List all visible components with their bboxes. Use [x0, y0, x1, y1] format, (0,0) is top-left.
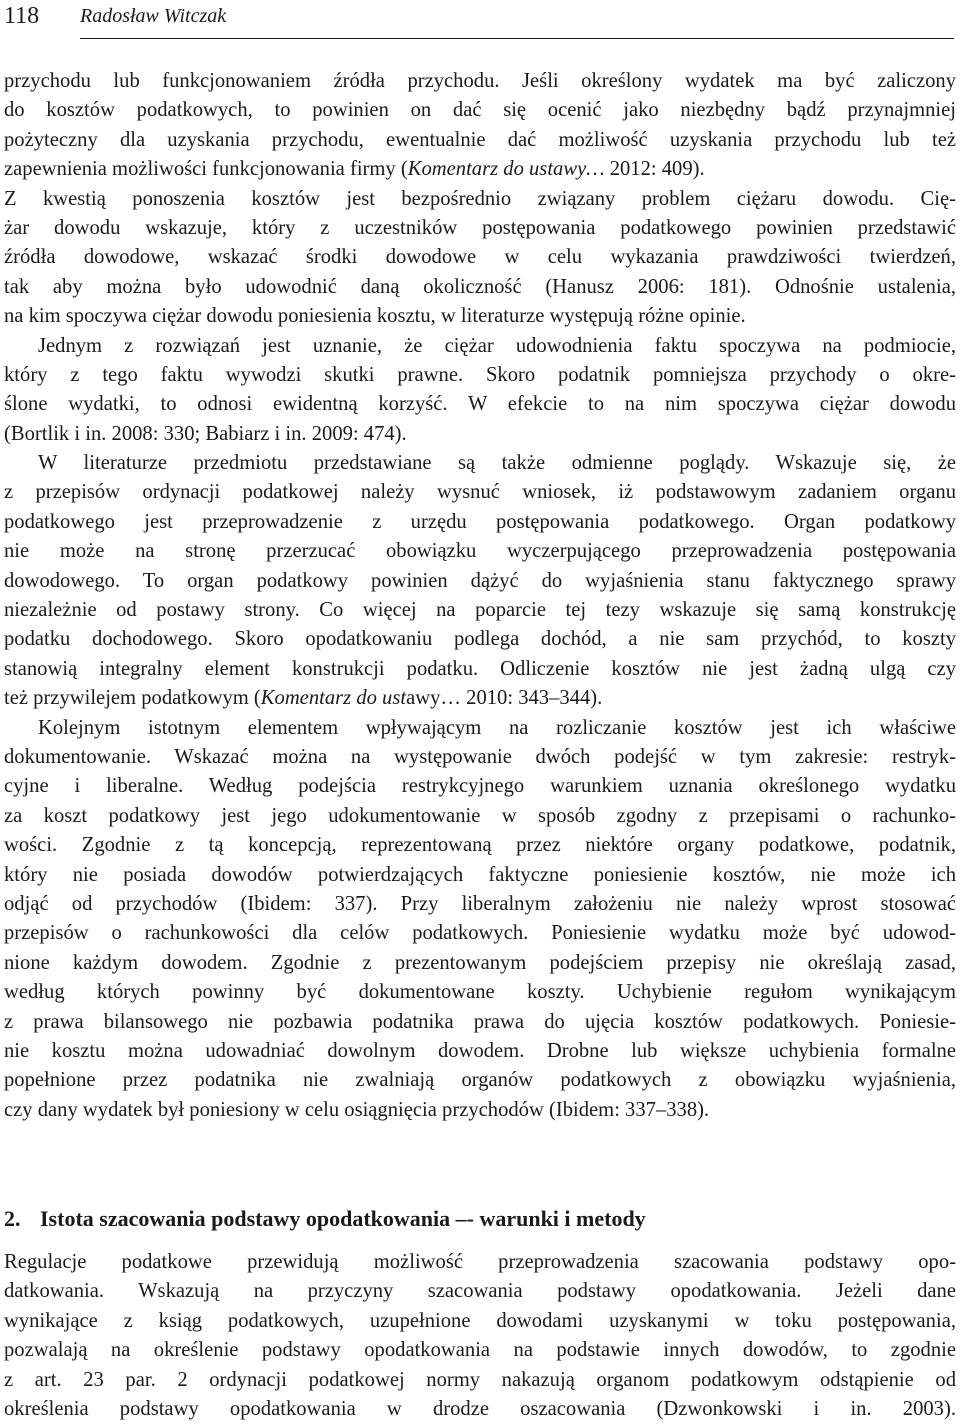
text-line: odjąć od przychodów (Ibidem: 337). Przy liberalnym założeniu nie należy wprost stosować — [4, 892, 956, 915]
text-fragment: 2012: 409). — [604, 158, 705, 181]
text-line: za koszt podatkowy jest jego udokumentowanie w sposób zgodny z przepisami o rachunko- — [4, 804, 956, 827]
text-line: W literaturze przedmiotu przedstawiane są także odmienne poglądy. Wskazuje się, że — [38, 452, 956, 475]
text-line: na kim spoczywa ciężar dowodu poniesienia kosztu, w literaturze występują różne opinie. — [4, 305, 746, 328]
text-line: z art. 23 par. 2 ordynacji podatkowej normy nakazują organom podatkowym odstąpienie od — [4, 1368, 956, 1391]
text-fragment: zapewnienia możliwości funkcjonowania firmy ( — [4, 158, 408, 181]
text-fragment: awy… 2010: 343–344). — [406, 687, 603, 710]
section-title: Istota szacowania podstawy opodatkowania –- warunki i metody — [40, 1206, 646, 1231]
text-line: datkowania. Wskazują na przyczyny szacowania podstawy opodatkowania. Jeżeli dane — [4, 1280, 956, 1303]
page-number: 118 — [4, 3, 40, 29]
text-line: podatkowego jest przeprowadzenie z urzędu postępowania podatkowego. Organ podatkowy — [4, 510, 956, 533]
text-line: nione każdym dowodem. Zgodnie z prezentowanym podejściem przepisy nie określają zasad, — [4, 951, 956, 974]
text-line: do kosztów podatkowych, to powinien on dać się ocenić jako niezbędny bądź przynajmniej — [4, 99, 956, 122]
text-line: cyjne i liberalne. Według podejścia restrykcyjnego warunkiem uznania określonego wydatku — [4, 775, 956, 798]
text-line: nie kosztu można udowadniać dowolnym dowodem. Drobne lub większe uchybienia formalne — [4, 1039, 956, 1062]
text-line: Jednym z rozwiązań jest uznanie, że ciężar udowodnienia faktu spoczywa na podmiocie, — [38, 334, 956, 357]
text-fragment: też przywilejem podatkowym ( — [4, 687, 261, 710]
header-rule — [80, 38, 954, 39]
text-line: pożyteczny dla uzyskania przychodu, ewentualnie dać możliwość uzyskania przychodu lub też — [4, 128, 956, 151]
body-text — [4, 67, 956, 1125]
text-line: Regulacje podatkowe przewidują możliwość przeprowadzenia szacowania podstawy opo- — [4, 1251, 956, 1273]
text-line: nie może na stronę przerzucać obowiązku wyczerpującego przeprowadzenia postępowania — [4, 540, 956, 563]
text-line: Z kwestią ponoszenia kosztów jest bezpośrednio związany problem ciężaru dowodu. Cię- — [4, 187, 956, 210]
text-line: popełnione przez podatnika nie zwalniają organów podatkowych z obowiązku wyjaśnienia, — [4, 1069, 956, 1092]
text-line: źródła dowodowe, wskazać środki dowodowe w celu wykazania prawdziwości twierdzeń, — [4, 246, 956, 269]
section-body — [4, 1248, 956, 1424]
text-line: wości. Zgodnie z tą koncepcją, reprezentowaną przez niektóre organy podatkowe, podatnik, — [4, 834, 956, 857]
citation-title: Komentarz do ustawy… — [407, 158, 605, 181]
running-author: Radosław Witczak — [80, 5, 227, 27]
text-line: określenia podstawy opodatkowania w drodze oszacowania (Dzwonkowski i in. 2003). — [4, 1397, 956, 1420]
text-line — [4, 684, 956, 713]
text-line: z przepisów ordynacji podatkowej należy wysnuć wniosek, iż podstawowym zadaniem organu — [4, 481, 956, 504]
text-line: przychodu lub funkcjonowaniem źródła przychodu. Jeśli określony wydatek ma być zaliczony — [4, 70, 956, 92]
text-line: (Bortlik i in. 2008: 330; Babiarz i in. 2009: 474). — [4, 422, 407, 445]
text-line: Kolejnym istotnym elementem wpływającym na rozliczanie kosztów jest ich właściwe — [38, 716, 956, 739]
text-line: podatku dochodowego. Skoro opodatkowaniu podlega dochód, a nie sam przychód, to koszty — [4, 628, 956, 651]
text-line: czy dany wydatek był poniesiony w celu osiągnięcia przychodów (Ibidem: 337–338). — [4, 1098, 710, 1121]
text-line: niezależnie od postawy strony. Co więcej na poparcie tej tezy wskazuje się samą konstrukcję — [4, 599, 956, 622]
text-line: wynikające z ksiąg podatkowych, uzupełnione dowodami uzyskanymi w toku postępowania, — [4, 1309, 956, 1332]
text-line: stanowią integralny element konstrukcji podatku. Odliczenie kosztów nie jest żadną ulgą czy — [4, 657, 956, 680]
text-line: który nie posiada dowodów potwierdzających faktyczne poniesienie kosztów, nie może ich — [4, 863, 956, 886]
text-line: według których powinny być dokumentowane koszty. Uchybienie regułom wynikającym — [4, 981, 956, 1004]
text-line: pozwalają na określenie podstawy opodatkowania na podstawie innych dowodów, to zgodnie — [4, 1339, 956, 1362]
text-line — [4, 155, 956, 184]
text-line: z prawa bilansowego nie pozbawia podatnika prawa do ujęcia kosztów podatkowych. Poniesie- — [4, 1010, 956, 1033]
section-heading — [4, 1204, 646, 1234]
text-line: żar dowodu wskazuje, który z uczestników postępowania podatkowego powinien przedstawić — [4, 216, 956, 239]
text-line: który z tego faktu wywodzi skutki prawne. Skoro podatnik pomniejsza przychody o okre- — [4, 363, 956, 386]
citation-title: Komentarz do ust — [260, 687, 407, 710]
section-number: 2. — [4, 1206, 21, 1231]
text-line: ślone wydatki, to odnosi ewidentną korzyść. W efekcie to na nim spoczywa ciężar dowodu — [4, 393, 956, 416]
running-header — [4, 0, 954, 40]
text-line: dokumentowanie. Wskazać można na występowanie dwóch podejść w tym zakresie: restryk- — [4, 745, 956, 768]
text-line: dowodowego. To organ podatkowy powinien dążyć do wyjaśnienia stanu faktycznego sprawy — [4, 569, 956, 592]
text-line: przepisów o rachunkowości dla celów podatkowych. Poniesienie wydatku może być udowod- — [4, 922, 956, 945]
text-line: tak aby można było udowodnić daną okoliczność (Hanusz 2006: 181). Odnośnie ustalenia, — [4, 275, 956, 298]
